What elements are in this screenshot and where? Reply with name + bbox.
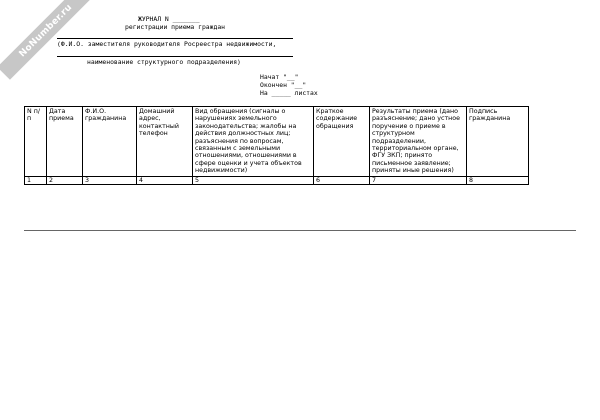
unit-name-line bbox=[57, 56, 293, 57]
col-number: 6 bbox=[314, 176, 370, 184]
col-header-address: Домашний адрес, контактный телефон bbox=[137, 107, 193, 177]
col-number: 2 bbox=[47, 176, 83, 184]
col-header-summary: Краткое содержание обращения bbox=[314, 107, 370, 177]
table-header-row bbox=[25, 107, 529, 177]
sheets-count: На _____ листах bbox=[260, 89, 318, 97]
journal-title: ЖУРНАЛ N _______ bbox=[138, 15, 200, 23]
col-header-signature: Подпись гражданина bbox=[467, 107, 529, 177]
table-number-row bbox=[25, 176, 529, 184]
col-number: 8 bbox=[467, 176, 529, 184]
registration-table bbox=[24, 106, 529, 185]
started-date: Начат "__" bbox=[260, 73, 299, 81]
col-number: 1 bbox=[25, 176, 47, 184]
col-header-name: Ф.И.О. гражданина bbox=[83, 107, 137, 177]
unit-caption: наименование структурного подразделения) bbox=[87, 58, 241, 66]
col-header-results: Результаты приема (дано разъяснение; дано устное поручение о приеме в структурном подразделении, территориальном органе, ФГУ ЗКП; принято письменное заявление; приняты иные решения) bbox=[370, 107, 467, 177]
col-number: 5 bbox=[193, 176, 314, 184]
col-header-number: N п/п bbox=[25, 107, 47, 177]
col-number: 4 bbox=[137, 176, 193, 184]
col-header-date: Дата приема bbox=[47, 107, 83, 177]
journal-subtitle: регистрации приема граждан bbox=[125, 23, 226, 31]
col-number: 3 bbox=[83, 176, 137, 184]
col-number: 7 bbox=[370, 176, 467, 184]
finished-date: Окончен "__" bbox=[260, 81, 307, 89]
page-divider bbox=[24, 230, 576, 231]
watermark: NoNumber.ru bbox=[0, 0, 95, 80]
deputy-name-line bbox=[57, 38, 293, 39]
col-header-appeal-type: Вид обращения (сигналы о нарушениях земельного законодательства; жалобы на действия должностных лиц; разъяснения по вопросам, связанным с земельными отношениями, отношениями в сфере оценки и учета объектов недвижимости) bbox=[193, 107, 314, 177]
deputy-caption: (Ф.И.О. заместителя руководителя Росреестра недвижимости, bbox=[57, 40, 277, 48]
